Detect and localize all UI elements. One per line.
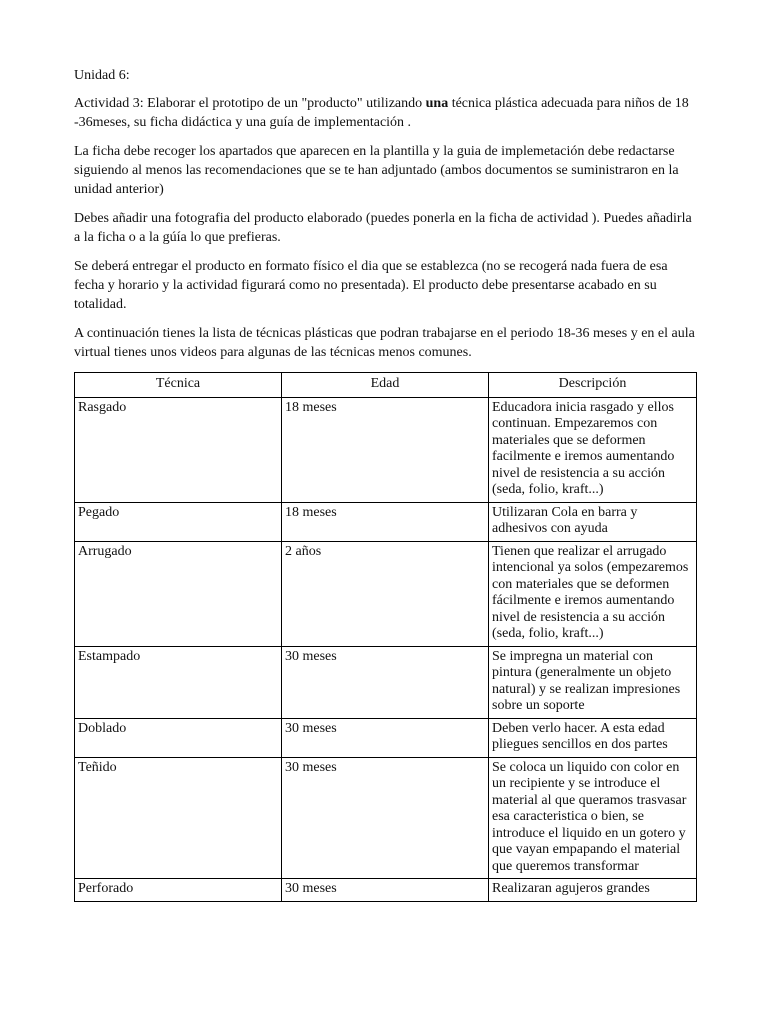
photo-paragraph: Debes añadir una fotografia del producto elaborado (puedes ponerla en la ficha de actividad ). Puedes añadirla a la ficha o a la gúía lo que prefieras.: [74, 211, 692, 245]
description-cell: Se impregna un material con pintura (generalmente un objeto natural) y se realizan impresiones sobre un soporte: [489, 646, 697, 718]
description-cell: Se coloca un liquido con color en un recipiente y se introduce el material al que queramos trasvasar esa caracteristica o bien, se introduce el liquido en un gotero y que vayan empapando el material que queremos transformar: [489, 757, 697, 879]
age-cell: 18 meses: [282, 502, 489, 541]
description-cell: Deben verlo hacer. A esta edad pliegues sencillos en dos partes: [489, 718, 697, 757]
technique-cell: Perforado: [75, 879, 282, 902]
table-row: [75, 502, 697, 541]
technique-cell: Estampado: [75, 646, 282, 718]
unit-heading: Unidad 6:: [74, 68, 130, 83]
table-header-row: [75, 373, 697, 398]
header-descripcion: Descripción: [489, 373, 697, 398]
table-row: [75, 718, 697, 757]
activity-text-end: técnica plástica adecuada para niños de 18 -36meses, su ficha didáctica y una guía de implementación .: [74, 96, 689, 130]
techniques-intro-paragraph: A continuación tienes la lista de técnicas plásticas que podran trabajarse en el periodo 18-36 meses y en el aula virtual tienes unos videos para algunas de las técnicas menos comunes.: [74, 326, 695, 360]
description-cell: Realizaran agujeros grandes: [489, 879, 697, 902]
technique-cell: Rasgado: [75, 397, 282, 502]
techniques-table: [74, 372, 697, 902]
description-cell: Educadora inicia rasgado y ellos continuan. Empezaremos con materiales que se deformen facilmente e iremos aumentando nivel de resistencia a su acción (seda, folio, kraft...): [489, 397, 697, 502]
table-row: [75, 879, 697, 902]
document-page: [74, 66, 699, 902]
technique-cell: Doblado: [75, 718, 282, 757]
description-cell: Utilizaran Cola en barra y adhesivos con ayuda: [489, 502, 697, 541]
technique-cell: Teñido: [75, 757, 282, 879]
activity-bold-word: una: [425, 96, 449, 111]
age-cell: 30 meses: [282, 757, 489, 879]
technique-cell: Arrugado: [75, 541, 282, 646]
age-cell: 30 meses: [282, 646, 489, 718]
activity-paragraph: [74, 94, 699, 132]
header-edad: Edad: [282, 373, 489, 398]
delivery-paragraph: Se deberá entregar el producto en formato físico el dia que se establezca (no se recogerá nada fuera de esa fecha y horario y la actividad figurará como no presentada). El producto debe presentarse acabado en su totalidad.: [74, 259, 668, 312]
age-cell: 30 meses: [282, 879, 489, 902]
table-row: [75, 757, 697, 879]
description-cell: Tienen que realizar el arrugado intencional ya solos (empezaremos con materiales que se deformen fácilmente e iremos aumentando nivel de resistencia a su acción (seda, folio, kraft...): [489, 541, 697, 646]
age-cell: 30 meses: [282, 718, 489, 757]
technique-cell: Pegado: [75, 502, 282, 541]
age-cell: 2 años: [282, 541, 489, 646]
table-row: [75, 541, 697, 646]
activity-text-start: Actividad 3: Elaborar el prototipo de un "producto" utilizando: [74, 96, 426, 111]
header-tecnica: Técnica: [75, 373, 282, 398]
ficha-paragraph: La ficha debe recoger los apartados que aparecen en la plantilla y la guia de implemetación debe redactarse siguiendo al menos las recomendaciones que se te han adjuntado (ambos documentos se suministraron en la unidad anterior): [74, 144, 679, 197]
table-row: [75, 397, 697, 502]
age-cell: 18 meses: [282, 397, 489, 502]
table-row: [75, 646, 697, 718]
